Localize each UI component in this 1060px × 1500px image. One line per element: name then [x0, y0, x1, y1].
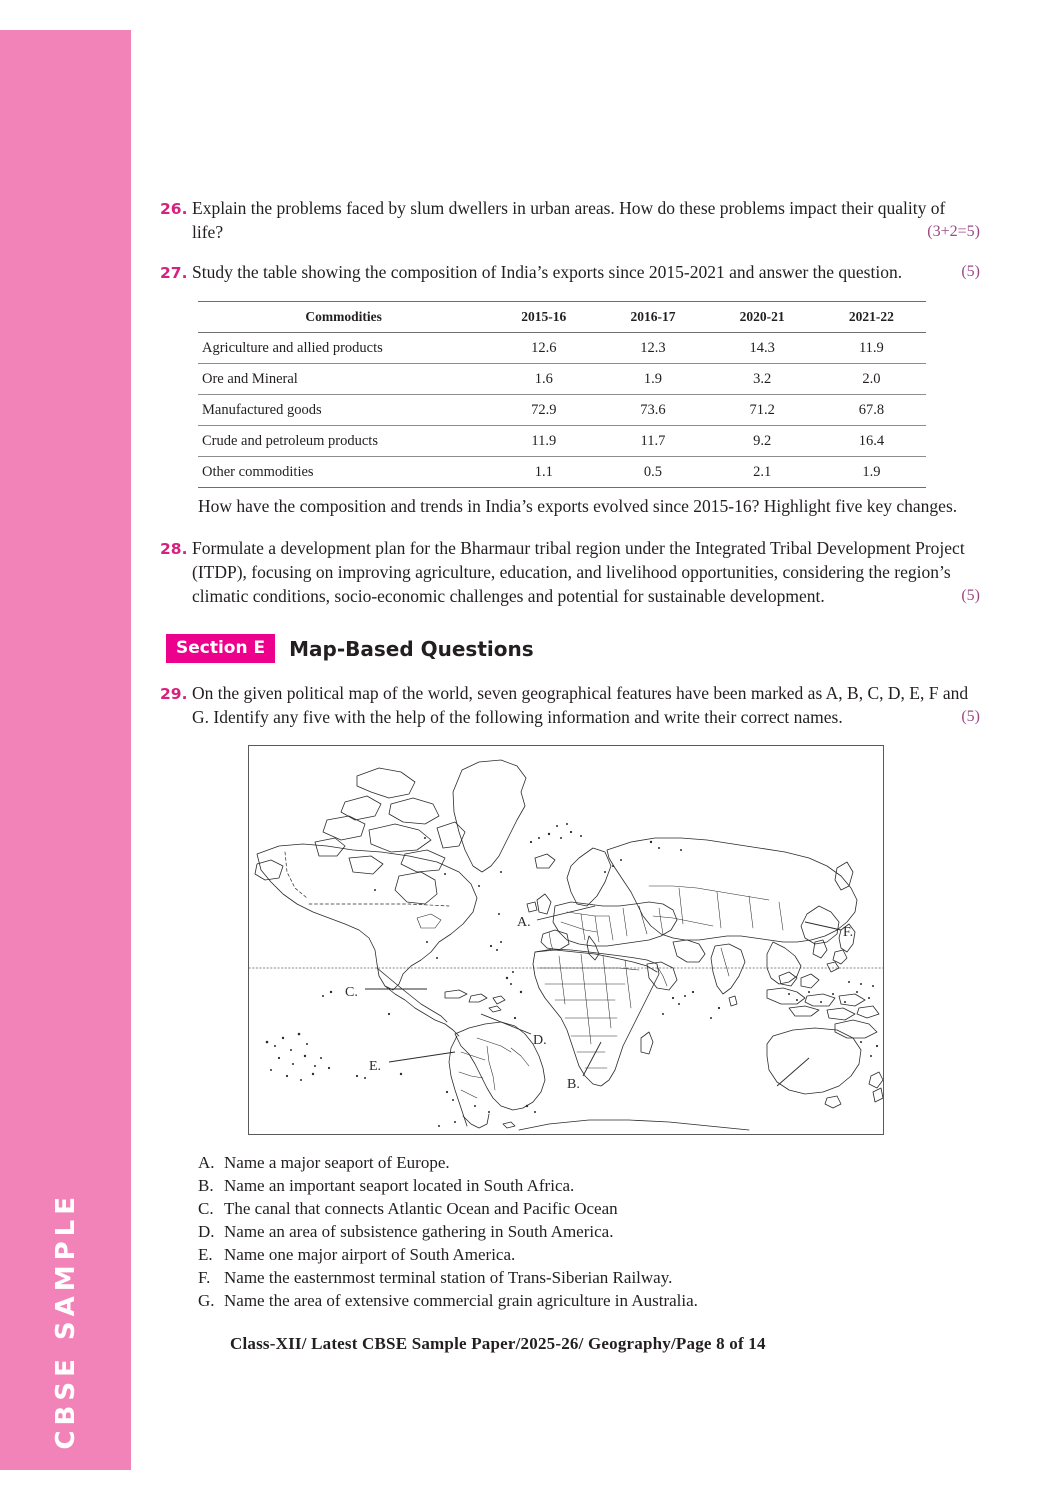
page-content — [160, 196, 980, 1354]
col-header-2016-17: 2016-17 — [598, 302, 707, 333]
question-28-number: 28. — [160, 540, 188, 558]
cell-value: 0.5 — [598, 457, 707, 488]
col-header-2020-21: 2020-21 — [708, 302, 817, 333]
list-item — [198, 1266, 980, 1289]
cell-value: 1.9 — [598, 364, 707, 395]
question-26 — [160, 196, 980, 244]
cell-value: 9.2 — [708, 426, 817, 457]
map-marker-d-label: D. — [533, 1033, 547, 1048]
map-marker-e-label: E. — [369, 1059, 382, 1074]
cell-commodity: Agriculture and allied products — [198, 333, 489, 364]
page-footer: Class-XII/ Latest CBSE Sample Paper/2025-26/ Geography/Page 8 of 14 — [230, 1334, 766, 1353]
table-row — [198, 426, 926, 457]
feature-letter: D. — [198, 1222, 215, 1241]
feature-text: Name an important seaport located in South Africa. — [224, 1176, 575, 1195]
question-26-text: Explain the problems faced by slum dwellers in urban areas. How do these problems impact their quality of life? — [192, 198, 946, 242]
marker-d-leader-line — [481, 1014, 531, 1034]
map-marker-c-label: C. — [345, 985, 358, 1000]
feature-text: Name the area of extensive commercial grain agriculture in Australia. — [224, 1291, 698, 1310]
sidebar-band — [0, 30, 131, 1470]
question-28 — [160, 536, 980, 608]
question-29-number: 29. — [160, 685, 188, 703]
question-27-number: 27. — [160, 264, 188, 282]
world-political-map — [248, 745, 884, 1135]
feature-text: Name an area of subsistence gathering in South America. — [224, 1222, 614, 1241]
map-marker-b-label: B. — [567, 1077, 580, 1092]
map-marker-a-label: A. — [517, 915, 531, 930]
question-27-marks: (5) — [961, 263, 980, 280]
cell-value: 12.6 — [489, 333, 598, 364]
marker-b-leader-line — [583, 1042, 601, 1076]
cell-value: 11.7 — [598, 426, 707, 457]
feature-letter: F. — [198, 1268, 211, 1287]
question-27-body — [192, 260, 980, 284]
map-markers — [345, 906, 853, 1092]
marker-f-leader-line — [805, 922, 841, 930]
table-row — [198, 395, 926, 426]
table-row — [198, 457, 926, 488]
list-item — [198, 1151, 980, 1174]
cell-value: 71.2 — [708, 395, 817, 426]
cell-value: 1.1 — [489, 457, 598, 488]
exports-table-body — [198, 333, 926, 488]
table-row — [198, 333, 926, 364]
question-27 — [160, 260, 980, 285]
cell-value: 16.4 — [817, 426, 926, 457]
world-map-svg — [249, 746, 883, 1134]
question-29-body — [192, 681, 980, 729]
question-29 — [160, 681, 980, 729]
sidebar-watermark-label: CBSE SAMPLE — [50, 1192, 81, 1450]
col-header-2015-16: 2015-16 — [489, 302, 598, 333]
cell-value: 2.1 — [708, 457, 817, 488]
feature-text: Name a major seaport of Europe. — [224, 1153, 450, 1172]
feature-letter: G. — [198, 1291, 215, 1310]
feature-text: The canal that connects Atlantic Ocean and Pacific Ocean — [224, 1199, 618, 1218]
table-row — [198, 364, 926, 395]
question-26-body — [192, 196, 980, 244]
marker-e-leader-line — [389, 1052, 455, 1062]
cell-value: 73.6 — [598, 395, 707, 426]
table-header-row — [198, 302, 926, 333]
question-27-followup-text: How have the composition and trends in India’s exports evolved since 2015-16? Highlight five key changes. — [198, 496, 958, 516]
question-29-text: On the given political map of the world, seven geographical features have been marked as A, B, C, D, E, F and G. Identify any five with the help of the following information and write their correct names. — [192, 683, 969, 727]
cell-value: 72.9 — [489, 395, 598, 426]
cell-value: 1.9 — [817, 457, 926, 488]
sidebar-label-wrap — [0, 30, 131, 1470]
marker-a-leader-line — [537, 906, 595, 920]
map-coastlines — [249, 760, 883, 1130]
cell-commodity: Manufactured goods — [198, 395, 489, 426]
feature-letter: B. — [198, 1176, 214, 1195]
feature-text: Name the easternmost terminal station of Trans-Siberian Railway. — [224, 1268, 673, 1287]
list-item — [198, 1197, 980, 1220]
map-feature-list — [198, 1151, 980, 1312]
cell-commodity: Other commodities — [198, 457, 489, 488]
col-header-commodities: Commodities — [198, 302, 489, 333]
list-item — [198, 1220, 980, 1243]
marker-g-leader-line — [777, 1058, 809, 1086]
question-28-marks: (5) — [961, 587, 980, 604]
exports-table-wrap — [198, 301, 926, 488]
cell-value: 12.3 — [598, 333, 707, 364]
col-header-2021-22: 2021-22 — [817, 302, 926, 333]
feature-text: Name one major airport of South America. — [224, 1245, 516, 1264]
cell-value: 3.2 — [708, 364, 817, 395]
question-29-marks: (5) — [961, 708, 980, 725]
feature-letter: C. — [198, 1199, 214, 1218]
list-item — [198, 1289, 980, 1312]
question-28-text: Formulate a development plan for the Bharmaur tribal region under the Integrated Tribal Development Project (ITDP), focusing on improving agriculture, education, and livelihood opportunities, considering the region’s climatic conditions, socio-economic challenges and potential for sustainable development. — [192, 538, 965, 606]
section-title: Map-Based Questions — [289, 636, 534, 661]
feature-letter: E. — [198, 1245, 213, 1264]
cell-value: 14.3 — [708, 333, 817, 364]
section-header — [166, 634, 980, 663]
exports-table-head — [198, 302, 926, 333]
cell-value: 1.6 — [489, 364, 598, 395]
cell-commodity: Crude and petroleum products — [198, 426, 489, 457]
list-item — [198, 1174, 980, 1197]
question-26-number: 26. — [160, 200, 188, 218]
section-badge: Section E — [166, 634, 275, 663]
cell-value: 2.0 — [817, 364, 926, 395]
cell-value: 11.9 — [817, 333, 926, 364]
feature-letter: A. — [198, 1153, 215, 1172]
cell-commodity: Ore and Mineral — [198, 364, 489, 395]
question-26-marks: (3+2=5) — [927, 223, 980, 240]
list-item — [198, 1243, 980, 1266]
cell-value: 67.8 — [817, 395, 926, 426]
question-28-body — [192, 536, 980, 608]
map-marker-f-label: F. — [843, 925, 854, 940]
cell-value: 11.9 — [489, 426, 598, 457]
question-27-text: Study the table showing the composition of India’s exports since 2015-2021 and answer the question. — [192, 262, 903, 282]
exports-table — [198, 301, 926, 488]
